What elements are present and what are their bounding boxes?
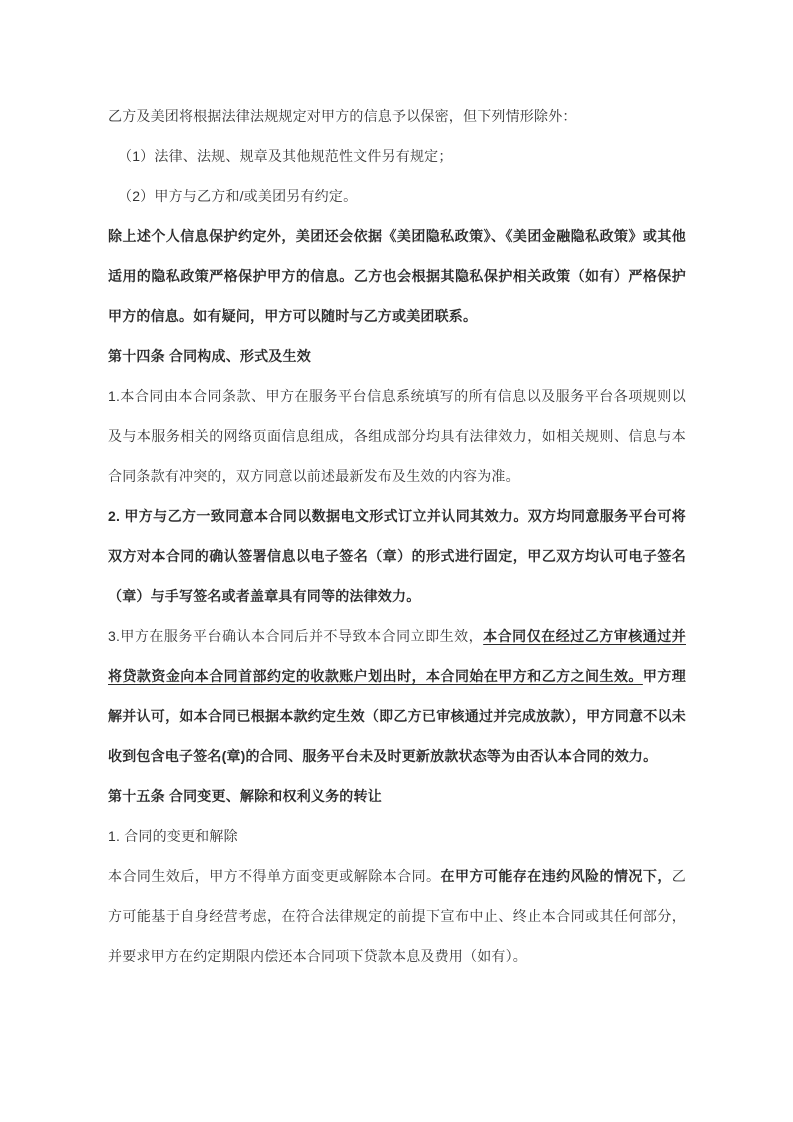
paragraph-article-14-clause-1: 1.本合同由本合同条款、甲方在服务平台信息系统填写的所有信息以及服务平台各项规则以及与本服务相关的网络页面信息组成，各组成部分均具有法律效力，如相关规则、信息与本合同条款有冲突的，双方同意以前述最新发布及生效的内容为准。 <box>108 388 686 484</box>
paragraph-article-15-body-segment-2: 在甲方可能存在违约风险的情况下， <box>440 868 672 884</box>
paragraph-privacy-policy: 除上述个人信息保护约定外，美团还会依据《美团隐私政策》、《美团金融隐私政策》或其他适用的隐私政策严格保护甲方的信息。乙方也会根据其隐私保护相关政策（如有）严格保护甲方的信息。如有疑问，甲方可以随时与乙方或美团联系。 <box>108 228 686 324</box>
paragraph-article-14-clause-3-segment-2: 本合同仅在经过乙方审核通过并将贷款资金向本合同首部约定的收款账户划出时，本合同始在甲方和乙方之间生效。 <box>108 628 686 684</box>
paragraph-article-15-body-segment-3: 乙方可能基于自身经营考虑，在符合法律规定的前提下宣布中止、终止本合同或其任何部分，并要求甲方在约定期限内偿还本合同项下贷款本息及费用（如有）。 <box>108 868 686 964</box>
paragraph-article-14-clause-3-segment-3: 甲方理解并认可，如本合同已根据本款约定生效（即乙方已审核通过并完成放款），甲方同意不以未收到包含电子签名(章)的合同、服务平台未及时更新放款状态等为由否认本合同的效力。 <box>108 668 686 764</box>
paragraph-article-14-clause-3-segment-1: 3.甲方在服务平台确认本合同后并不导致本合同立即生效， <box>108 628 484 644</box>
paragraph-confidentiality-intro: 乙方及美团将根据法律法规规定对甲方的信息予以保密，但下列情形除外： <box>108 108 577 124</box>
list-item-exception-1: （1）法律、法规、规章及其他规范性文件另有规定； <box>118 148 453 164</box>
paragraph-article-14-clause-3 <box>108 616 686 776</box>
document-text-body <box>108 96 686 976</box>
paragraph-article-15-sub-1: 1. 合同的变更和解除 <box>108 828 238 844</box>
heading-article-15: 第十五条 合同变更、解除和权利义务的转让 <box>108 788 382 804</box>
paragraph-article-15-body <box>108 856 686 976</box>
paragraph-article-14-clause-2: 2. 甲方与乙方一致同意本合同以数据电文形式订立并认同其效力。双方均同意服务平台可将双方对本合同的确认签署信息以电子签名（章）的形式进行固定，甲乙双方均认可电子签名（章）与手写签名或者盖章具有同等的法律效力。 <box>108 508 686 604</box>
list-item-exception-2: （2）甲方与乙方和/或美团另有约定。 <box>118 188 358 204</box>
heading-article-14: 第十四条 合同构成、形式及生效 <box>108 348 311 364</box>
paragraph-article-15-body-segment-1: 本合同生效后，甲方不得单方面变更或解除本合同。 <box>108 868 441 884</box>
